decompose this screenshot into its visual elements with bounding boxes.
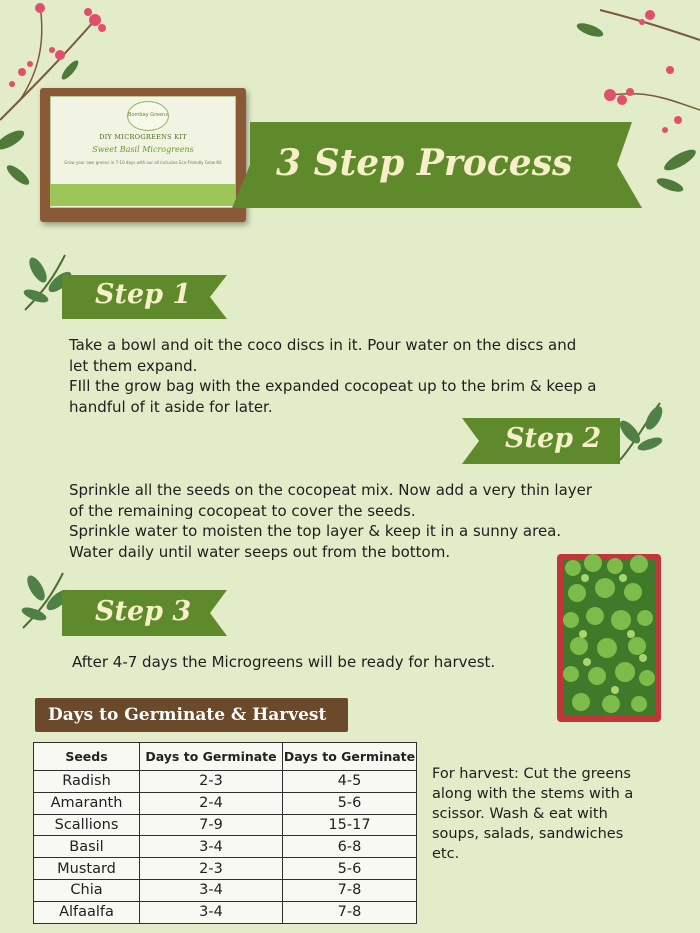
- step-2-line: Water daily until water seeps out from the bottom.: [69, 542, 451, 561]
- step-3-text: [72, 652, 552, 673]
- page-title: 3 Step Process: [276, 142, 573, 184]
- seed-cell: Radish: [34, 771, 140, 793]
- step-3-label: Step 3: [95, 596, 192, 627]
- step-1-text: [69, 335, 669, 417]
- harvest-note-line: For harvest: Cut the greens: [432, 766, 631, 782]
- header-seeds: Seeds: [34, 743, 140, 771]
- germinate-cell: 3-4: [140, 879, 283, 901]
- germination-table: [33, 742, 417, 924]
- step-2-label: Step 2: [505, 423, 602, 454]
- step-2-line: Sprinkle all the seeds on the cocopeat mix. Now add a very thin layer: [69, 481, 593, 499]
- harvest-note-line: soups, salads, sandwiches: [432, 826, 624, 842]
- leaf-sprig-step-2: [610, 398, 670, 464]
- harvest-cell: 4-5: [283, 771, 417, 793]
- step-2-line: of the remaining cocopeat to cover the seeds.: [69, 501, 416, 520]
- table-row: [34, 814, 417, 836]
- seed-cell: Alfaalfa: [34, 901, 140, 923]
- seed-cell: Mustard: [34, 858, 140, 880]
- germinate-cell: 2-3: [140, 858, 283, 880]
- table-row: [34, 771, 417, 793]
- product-tagline: Grow your own greens in 7-10 days with our all inclusive Eco-Friendly Grow Kit: [64, 160, 222, 165]
- harvest-cell: 5-6: [283, 858, 417, 880]
- step-3-line: After 4-7 days the Microgreens will be ready for harvest.: [72, 653, 496, 671]
- table-row: [34, 836, 417, 858]
- step-1-line: handful of it aside for later.: [69, 397, 273, 416]
- step-2-line: Sprinkle water to moisten the top layer & keep it in a sunny area.: [69, 522, 562, 540]
- harvest-cell: 5-6: [283, 792, 417, 814]
- step-1-line: FIll the grow bag with the expanded cocopeat up to the brim & keep a: [69, 377, 597, 395]
- product-box-image: [40, 88, 246, 222]
- table-title: Days to Germinate & Harvest: [35, 698, 348, 732]
- germinate-cell: 3-4: [140, 901, 283, 923]
- table-header-row: [34, 743, 417, 771]
- germinate-cell: 2-4: [140, 792, 283, 814]
- harvest-cell: 7-8: [283, 901, 417, 923]
- step-1-line: let them expand.: [69, 356, 198, 375]
- harvest-note-line: along with the stems with a: [432, 786, 634, 802]
- kit-title: DIY MICROGREENS KIT: [99, 133, 187, 141]
- germinate-cell: 7-9: [140, 814, 283, 836]
- product-name: Sweet Basil Microgreens: [92, 145, 194, 154]
- table-row: [34, 858, 417, 880]
- seed-cell: Basil: [34, 836, 140, 858]
- step-1-line: Take a bowl and oit the coco discs in it. Pour water on the discs and: [69, 336, 577, 354]
- germinate-cell: 2-3: [140, 771, 283, 793]
- germinate-cell: 3-4: [140, 836, 283, 858]
- seed-cell: Scallions: [34, 814, 140, 836]
- harvest-cell: 6-8: [283, 836, 417, 858]
- box-band: [50, 184, 236, 206]
- table-row: [34, 792, 417, 814]
- table-row: [34, 879, 417, 901]
- seed-cell: Amaranth: [34, 792, 140, 814]
- table-row: [34, 901, 417, 923]
- brand-name: Bombay Greens: [128, 112, 168, 119]
- step-1-label: Step 1: [95, 279, 192, 310]
- brand-logo: [127, 101, 169, 131]
- header-days-to-germinate: Days to Germinate: [140, 743, 283, 771]
- microgreens-tray-image: [553, 548, 665, 726]
- harvest-cell: 15-17: [283, 814, 417, 836]
- harvest-note-line: etc.: [432, 846, 460, 862]
- header-days-to-germinate-2: Days to Germinate: [283, 743, 417, 771]
- seed-cell: Chia: [34, 879, 140, 901]
- harvest-note: [432, 764, 682, 864]
- harvest-note-line: scissor. Wash & eat with: [432, 806, 608, 822]
- harvest-cell: 7-8: [283, 879, 417, 901]
